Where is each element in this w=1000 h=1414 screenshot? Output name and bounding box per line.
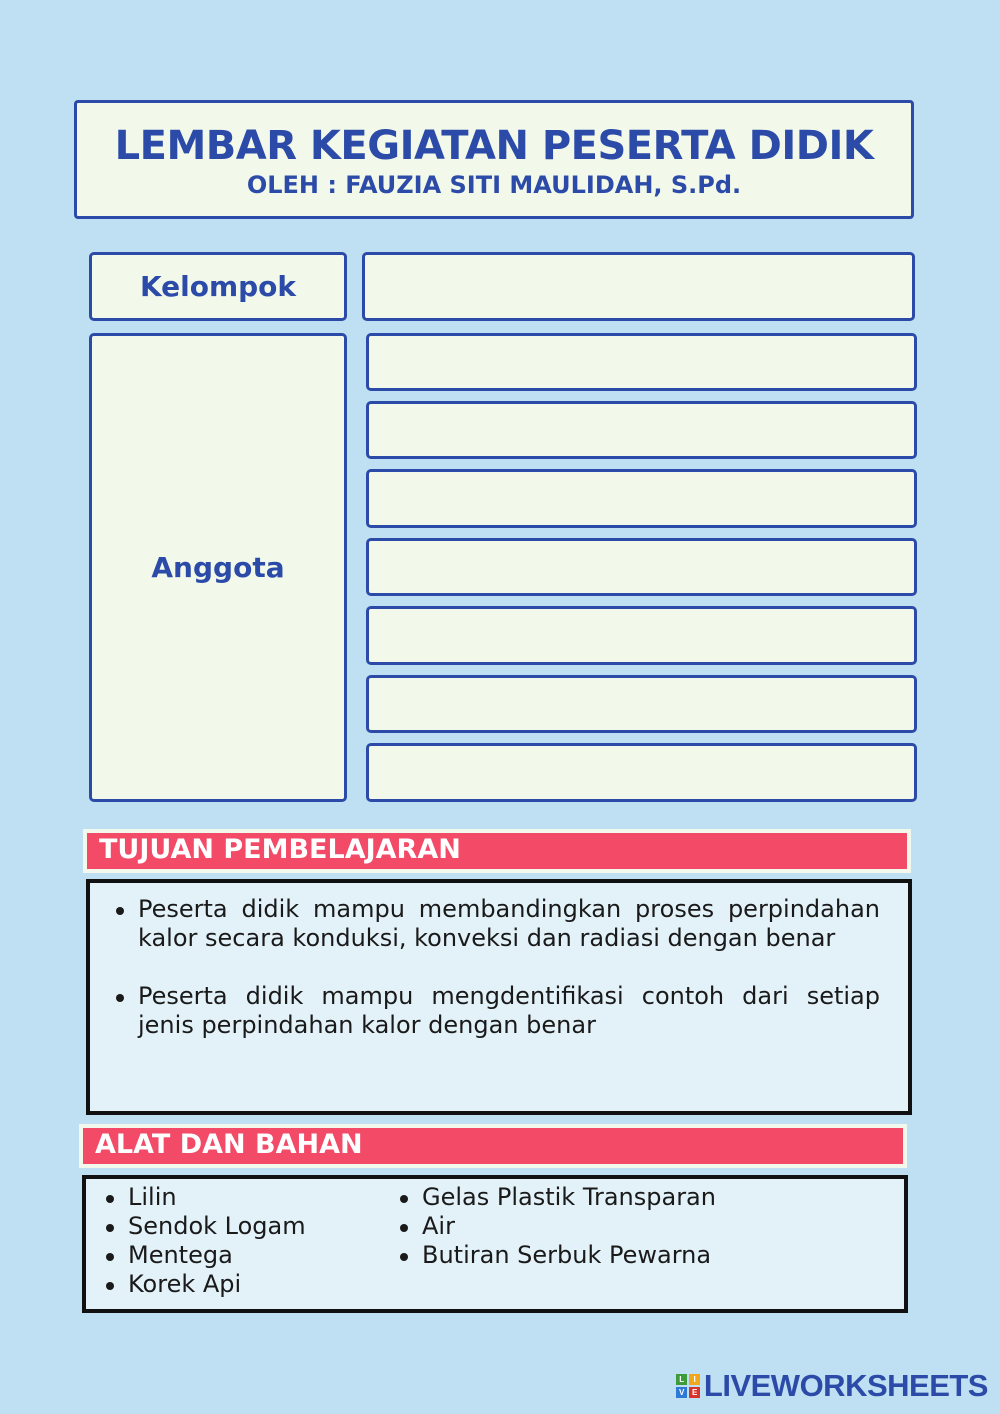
materials-list-left <box>102 1183 306 1299</box>
objectives-heading: TUJUAN PEMBELAJARAN <box>83 829 911 873</box>
anggota-input-7[interactable] <box>366 743 917 802</box>
kelompok-label: Kelompok <box>139 270 297 303</box>
title-box <box>74 100 914 219</box>
materials-list-right <box>396 1183 716 1270</box>
objective-item: Peserta didik mampu membandingkan proses perpindahan kalor secara konduksi, konveksi dan radiasi dengan benar <box>112 895 880 953</box>
material-item: Air <box>396 1212 716 1241</box>
materials-box <box>82 1175 908 1313</box>
materials-heading: ALAT DAN BAHAN <box>79 1124 907 1168</box>
logo-letter: E <box>689 1387 700 1398</box>
material-item: Korek Api <box>102 1270 306 1299</box>
material-item: Butiran Serbuk Pewarna <box>396 1241 716 1270</box>
kelompok-label-box <box>89 252 347 321</box>
material-item: Lilin <box>102 1183 306 1212</box>
anggota-input-5[interactable] <box>366 606 917 665</box>
page-title: LEMBAR KEGIATAN PESERTA DIDIK <box>114 123 874 169</box>
objective-item: Peserta didik mampu mengdentifikasi contoh dari setiap jenis perpindahan kalor dengan benar <box>112 982 880 1040</box>
liveworksheets-brand[interactable] <box>676 1368 988 1404</box>
logo-letter: I <box>689 1374 700 1385</box>
anggota-label: Anggota <box>151 551 285 584</box>
logo-letter: V <box>676 1387 687 1398</box>
material-item: Mentega <box>102 1241 306 1270</box>
anggota-input-4[interactable] <box>366 538 917 596</box>
material-item: Sendok Logam <box>102 1212 306 1241</box>
anggota-input-3[interactable] <box>366 469 917 528</box>
anggota-input-6[interactable] <box>366 675 917 733</box>
liveworksheets-logo-icon <box>676 1374 700 1398</box>
objectives-box <box>86 879 912 1115</box>
anggota-input-2[interactable] <box>366 401 917 459</box>
kelompok-input[interactable] <box>362 252 915 321</box>
author-line: OLEH : FAUZIA SITI MAULIDAH, S.Pd. <box>246 171 742 199</box>
anggota-label-box <box>89 333 347 802</box>
anggota-input-1[interactable] <box>366 333 917 391</box>
material-item: Gelas Plastik Transparan <box>396 1183 716 1212</box>
logo-letter: L <box>676 1374 687 1385</box>
brand-name: LIVEWORKSHEETS <box>703 1368 988 1403</box>
